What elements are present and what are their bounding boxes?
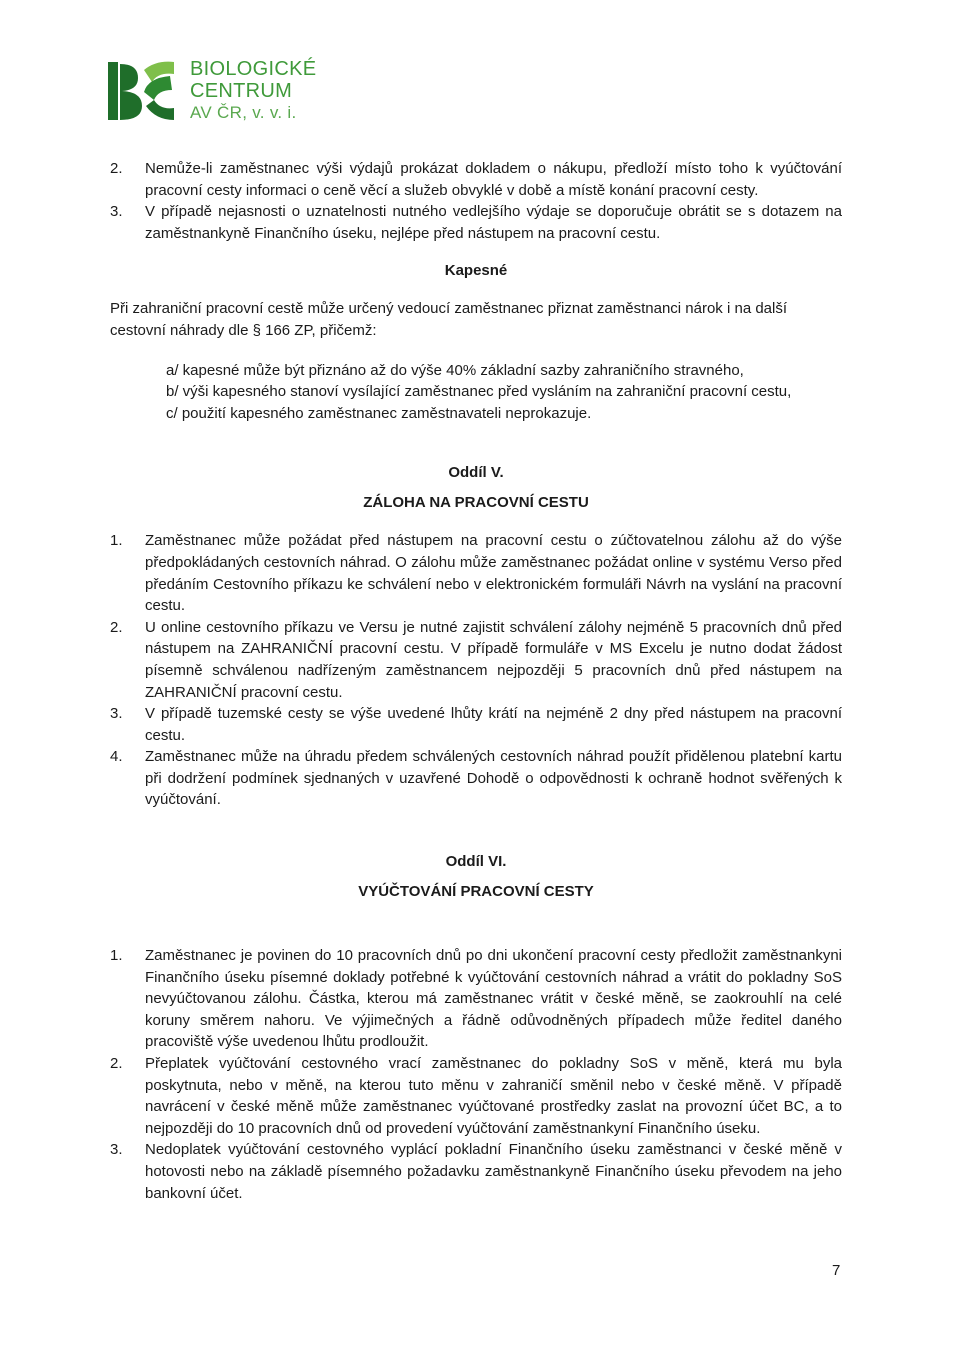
list-item	[110, 158, 842, 201]
document-body	[110, 158, 842, 1204]
item-number: 3.	[110, 705, 123, 723]
item-text: V případě nejasnosti o uznatelnosti nutného vedlejšího výdaje se doporučuje obrátit se s dotazem na zaměstnankyně Finančního úseku, nejlépe před nástupem na pracovní cestu.	[145, 203, 842, 242]
item-number: 2.	[110, 618, 123, 636]
page-number: 7	[832, 1262, 841, 1279]
kapesne-point: c/ použití kapesného zaměstnanec zaměstnavateli neprokazuje.	[166, 404, 592, 422]
item-text: Přeplatek vyúčtování cestovného vrací zaměstnanec do pokladny SoS v měně, která mu byla poskytnuta, nebo v měně, na kterou tuto měnu v zahraničí směnil nebo v české měně. V případě navrácení v české měně může zaměstnanec vyúčtované prostředky zaslat na provozní účet BC, a to nejpozději do 10 pracovních dnů od provedení vyúčtování zaměstnankyní Finančního úseku.	[145, 1055, 842, 1137]
kapesne-heading: Kapesné	[444, 262, 508, 280]
list-item	[110, 530, 842, 616]
list-item	[110, 617, 842, 703]
list-item	[110, 703, 842, 746]
list-item	[110, 1139, 842, 1204]
logo-line-1: BIOLOGICKÉ	[190, 58, 317, 80]
kapesne-intro: Při zahraniční pracovní cestě může určený vedoucí zaměstnanec přiznat zaměstnanci nárok i na další cestovní náhrady dle § 166 ZP, přičemž:	[110, 300, 788, 339]
item-number: 4.	[110, 748, 123, 766]
item-text: Zaměstnanec může na úhradu předem schválených cestovních náhrad použít přidělenou platební kartu při dodržení podmínek sjednaných v uzavřené Dohodě o odpovědnosti k ochraně hodnot svěřených k vyúčtování.	[145, 748, 842, 809]
section-6-title: VYÚČTOVÁNÍ PRACOVNÍ CESTY	[358, 883, 594, 901]
kapesne-point: a/ kapesné může být přiznáno až do výše 40% základní sazby zahraničního stravného,	[166, 361, 744, 379]
item-text: U online cestovního příkazu ve Versu je nutné zajistit schválení zálohy nejméně 5 pracovních dnů před nástupem na ZAHRANIČNÍ pracovní cestu. V případě formuláře v MS Excelu je nutno dodat žádost písemně schválenou nadřízeným zaměstnancem nejpozději 5 pracovních dnů před nástupem na ZAHRANIČNÍ pracovní cestu.	[145, 618, 842, 701]
item-number: 2.	[110, 160, 123, 177]
logo-line-3: AV ČR, v. v. i.	[190, 103, 297, 122]
item-number: 2.	[110, 1055, 123, 1073]
item-text: Nemůže-li zaměstnanec výši výdajů prokázat dokladem o nákupu, předloží místo toho k vyúčtování pracovní cesty informaci o ceně věcí a služeb obvyklé v době a místě konání pracovní cesty.	[145, 160, 842, 199]
list-item	[110, 201, 842, 244]
organization-logo	[108, 56, 338, 136]
list-item	[110, 1053, 842, 1139]
item-text: Nedoplatek vyúčtování cestovného vyplácí pokladní Finančního úseku zaměstnanci v české měně v hotovosti nebo na základě písemného požadavku zaměstnankyně Finančního úseku převodem na jeho bankovní účet.	[145, 1141, 842, 1202]
item-text: Zaměstnanec může požádat před nástupem na pracovní cestu o zúčtovatelnou zálohu až do výše předpokládaných cestovních náhrad. O zálohu může zaměstnanec požádat online v systému Verso před předáním Cestovního příkazu ke schválení nebo v elektronickém formuláři Návrh na vyslání na pracovní cestu.	[145, 532, 842, 615]
kapesne-point: b/ výši kapesného stanoví vysílající zaměstnanec před vysláním na zahraniční pracovní cestu,	[166, 383, 792, 401]
list-item	[110, 746, 842, 811]
logo-wordmark	[190, 58, 316, 124]
item-text: Zaměstnanec je povinen do 10 pracovních dnů po dni ukončení pracovní cesty předložit zaměstnankyni Finančního úseku písemné doklady potřebné k vyúčtování cestovních náhrad a vrátit do pokladny SoS nevyúčtovanou zálohu. Částka, kterou má zaměstnanec vrátit v české měně, se zaokrouhlí na celé koruny směrem nahoru. Ve výjimečných a řádně odůvodněných případech může ředitel daného pracoviště výše uvedenou lhůtu prodloužit.	[145, 947, 842, 1051]
item-number: 1.	[110, 532, 123, 550]
logo-mark-icon	[108, 56, 188, 126]
item-text: V případě tuzemské cesty se výše uvedené lhůty krátí na nejméně 2 dny před nástupem na pracovní cestu.	[145, 705, 842, 744]
item-number: 1.	[110, 947, 123, 965]
item-number: 3.	[110, 203, 123, 221]
section-5-title: ZÁLOHA NA PRACOVNÍ CESTU	[363, 494, 589, 512]
item-number: 3.	[110, 1141, 123, 1159]
logo-line-2: CENTRUM	[190, 80, 293, 102]
section-6-label: Oddíl VI.	[445, 853, 507, 871]
list-item	[110, 945, 842, 1053]
section-5-label: Oddíl V.	[448, 464, 504, 482]
